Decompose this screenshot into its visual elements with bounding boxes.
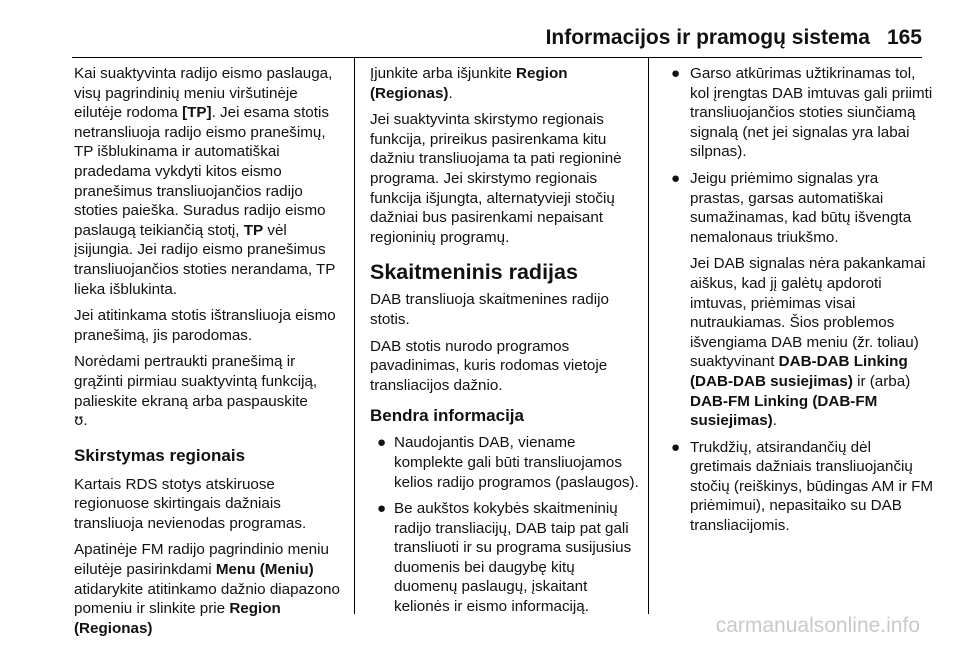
tp-indicator-label: [TP]	[182, 104, 212, 122]
paragraph-region-toggle: Įjunkite arba išjunkite Region (Regionas).	[370, 65, 568, 102]
column-divider-right	[648, 58, 649, 614]
list-item: ● Jeigu priėmimo signalas yra prastas, garsas automatiškai sumažinamas, kad būtų išvengta nemalonaus triukšmo. Jei DAB signalas nėra pakankamai aiškus, kad jį galėtų apdoroti imtuvas, priėmimas visai nutraukiamas. Šios problemos išvengiama DAB meniu (žr. toliau) suaktyvinant DAB-DAB Linking (DAB-DAB susiejimas) ir (arba) DAB-FM Linking (DAB-FM susiejimas).	[671, 169, 926, 430]
dab-fm-linking-label: DAB-FM Linking (DAB-FM susiejimas)	[690, 392, 878, 430]
region-option-label: Region (Regionas)	[370, 65, 568, 102]
column-divider-left	[354, 58, 355, 614]
dab-dab-linking-label: DAB-DAB Linking (DAB-DAB susiejimas)	[690, 353, 908, 390]
menu-label: Menu (Meniu)	[215, 561, 314, 579]
column-3	[664, 64, 934, 543]
bullet-icon: ●	[671, 438, 681, 456]
bullet-list-dab	[664, 64, 934, 536]
column-1	[74, 64, 346, 645]
paragraph-rds: Kartais RDS stotys atskiruose regionuose skirtingais dažniais transliuoja nevienodas programas.	[74, 475, 307, 532]
list-item: ● Naudojantis DAB, viename komplekte gali būti transliuojamos kelios radijo programos (paslaugos).	[377, 434, 639, 491]
paragraph-dab-names: DAB stotis nurodo programos pavadinimas, kuris rodomas vietoje transliacijos dažnio.	[370, 337, 608, 394]
paragraph-tp-info: Kai suaktyvinta radijo eismo paslauga, visų pagrindinių meniu viršutinėje eilutėje rodoma [TP]. Jei esama stotis netransliuoja radijo eismo pranešimų, TP išblukinama ir automatiškai pradedama vykdyti kitos eismo pranešimus transliuojančios radijo stoties paieška. Suradus radijo eismo paslaugą teikiančią stotį, TP vėl įsijungia. Jei radijo eismo pranešimus transliuojančios stoties nerandama, TP lieka išblukinta.	[74, 65, 336, 298]
bullet-icon: ●	[671, 65, 681, 82]
column-2	[370, 64, 642, 624]
list-item: ● Trukdžių, atsirandančių dėl gretimais dažniais transliuojančių stočių (reiškinys, būdingas AM ir FM priėmimui), nepasitaiko su DAB transliacijomis.	[671, 438, 934, 535]
list-item: ● Garso atkūrimas užtikrinamas tol, kol įrengtas DAB imtuvas gali priimti transliuojančios stoties siunčiamą signalą (net jei signalas yra labai silpnas).	[671, 65, 933, 161]
page-number: 165	[886, 26, 922, 49]
heading-general-info: Bendra informacija	[370, 406, 524, 426]
bullet-icon: ●	[377, 434, 387, 452]
power-icon: ʊ	[74, 411, 84, 430]
paragraph-region-menu: Apatinėje FM radijo pagrindinio meniu eilutėje pasirinkdami Menu (Meniu) atidarykite atitinkamo dažnio diapazono pomeniu ir slinkite prie Region (Regionas)	[74, 541, 340, 637]
paragraph-interrupt: Norėdami pertraukti pranešimą ir grąžinti pirmiau suaktyvintą funkciją, palieskite ekraną arba paspauskite ʊ.	[74, 353, 318, 430]
header-rule	[72, 57, 922, 58]
paragraph-announcement: Jei atitinkama stotis ištransliuoja eismo pranešimą, jis parodomas.	[74, 307, 336, 344]
page-title: Informacijos ir pramogų sistema	[545, 26, 870, 49]
list-item: ● Be aukštos kokybės skaitmeninių radijo transliacijų, DAB taip pat gali transliuoti ir su programa susijusius duomenis bei daugybę kitų duomenų paslaugų, įskaitant kelionės ir eismo informaciją.	[377, 500, 632, 616]
watermark: carmanualsonline.info	[715, 614, 920, 637]
bullet-icon: ●	[377, 500, 387, 518]
bullet-icon: ●	[671, 169, 681, 187]
region-label: Region (Regionas)	[74, 600, 281, 637]
heading-digital-radio: Skaitmeninis radijas	[370, 260, 578, 285]
bullet-list-general	[370, 433, 642, 616]
paragraph-region-explanation: Jei suaktyvinta skirstymo regionais funkcija, prireikus pasirenkama kitu dažniu transliuojama ta pati regioninė programa. Jei skirstymo regionais funkcija išjungta, alternatyvieji stočių dažniai bus pasirenkami nepaisant regioninių programų.	[370, 111, 622, 246]
heading-regionalisation: Skirstymas regionais	[74, 445, 246, 465]
paragraph-dab-intro: DAB transliuoja skaitmenines radijo stotis.	[370, 291, 609, 328]
